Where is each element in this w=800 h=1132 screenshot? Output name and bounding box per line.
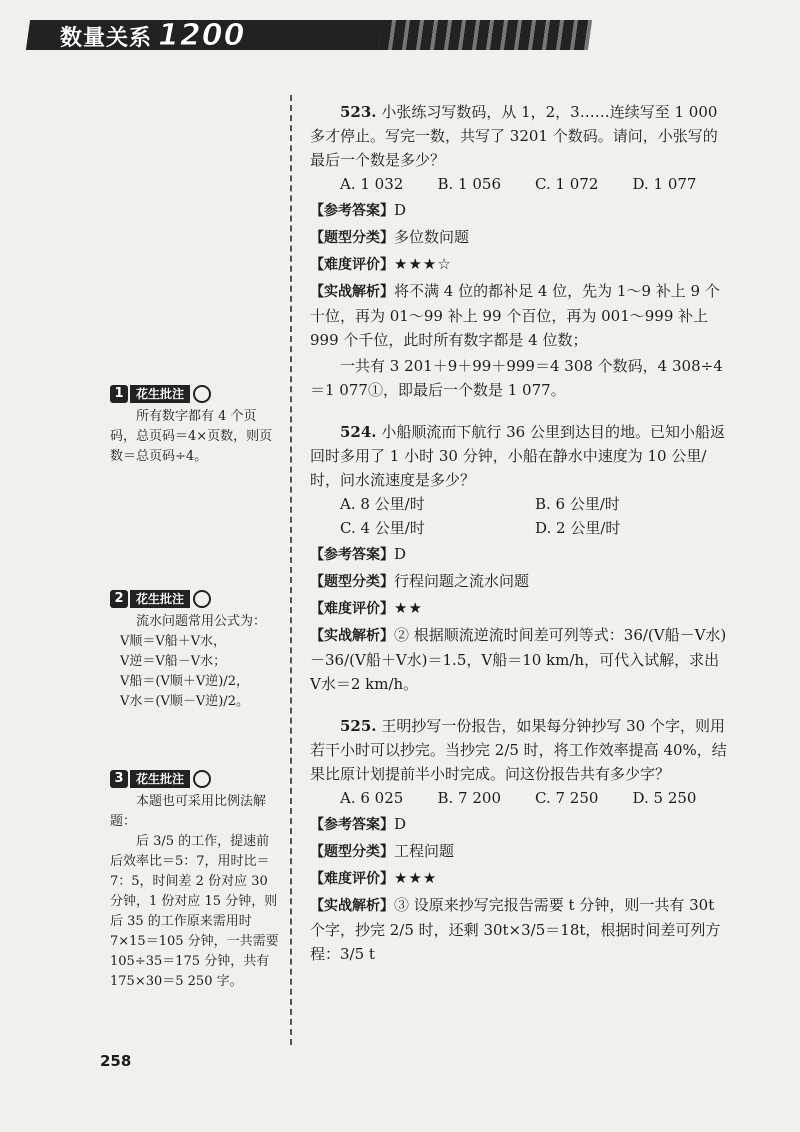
column-divider xyxy=(290,95,293,1045)
side-note-1 xyxy=(110,385,280,467)
problem-number: 525. xyxy=(340,717,377,735)
answer-row xyxy=(310,812,730,837)
formula-line: V顺＝V船＋V水， xyxy=(120,634,227,649)
note-text: 本题也可采用比例法解题： xyxy=(110,794,267,829)
analysis-text: 将不满 4 位的都补足 4 位，先为 1～9 补上 9 个十位，再为 01～99 补上 99 个百位，再为 001～999 补上 999 个千位，此时所有数字都是 4 位数； xyxy=(310,282,720,349)
analysis-row xyxy=(310,893,730,966)
formula-line: V船＝(V顺＋V逆)/2， xyxy=(120,674,249,689)
type-row xyxy=(310,569,730,594)
book-title xyxy=(60,18,246,53)
peanut-icon xyxy=(193,770,211,788)
note-header xyxy=(110,590,280,608)
peanut-icon xyxy=(193,385,211,403)
side-note-3 xyxy=(110,770,280,992)
analysis-row xyxy=(310,279,730,352)
analysis-label: 【实战解析】 xyxy=(310,284,394,300)
side-note-2 xyxy=(110,590,280,712)
type-label: 【题型分类】 xyxy=(310,844,394,860)
type-label: 【题型分类】 xyxy=(310,230,394,246)
problem-number: 524. xyxy=(340,423,377,441)
type-row xyxy=(310,225,730,250)
answer-value: D xyxy=(394,815,407,833)
analysis-label: 【实战解析】 xyxy=(310,898,394,914)
note-header xyxy=(110,385,280,403)
answer-value: D xyxy=(394,201,407,219)
note-number: 3 xyxy=(110,770,128,788)
analysis-label: 【实战解析】 xyxy=(310,628,394,644)
answer-label: 【参考答案】 xyxy=(310,203,394,219)
peanut-icon xyxy=(193,590,211,608)
difficulty-label: 【难度评价】 xyxy=(310,257,394,273)
options xyxy=(310,172,730,196)
problem-525 xyxy=(310,714,730,966)
book-title-text: 数量关系 xyxy=(60,26,153,51)
problem-question: 小张练习写数码，从 1，2，3……连续写至 1 000 多才停止。写完一数，共写了 3201 个数码。请问，小张写的最后一个数是多少？ xyxy=(310,103,718,169)
difficulty-row xyxy=(310,596,730,621)
problem-text xyxy=(310,100,730,172)
option-c: C. 1 072 xyxy=(535,175,599,193)
analysis-text: ② 根据顺流逆流时间差可列等式：36/(V船－V水)－36/(V船＋V水)＝1.5，V船＝10 km/h，可代入试解，求出 V水＝2 km/h。 xyxy=(310,626,727,693)
note-text: 所有数字都有 4 个页码，总页码＝4×页数，则页数＝总页码÷4。 xyxy=(110,409,273,464)
note-title: 花生批注 xyxy=(130,590,190,608)
answer-label: 【参考答案】 xyxy=(310,547,394,563)
option-a: A. 6 025 xyxy=(340,789,404,807)
analysis-row xyxy=(310,623,730,696)
answer-label: 【参考答案】 xyxy=(310,817,394,833)
difficulty-row xyxy=(310,866,730,891)
analysis-text: ③ 设原来抄写完报告需要 t 分钟，则一共有 30t 个字，抄完 2/5 时，还剩 30t×3/5＝18t，根据时间差可列方程：3/5 t xyxy=(310,896,721,963)
difficulty-label: 【难度评价】 xyxy=(310,871,394,887)
note-number: 1 xyxy=(110,385,128,403)
main-column xyxy=(310,100,730,976)
problem-523 xyxy=(310,100,730,402)
note-text: 后 3/5 的工作，提速前后效率比＝5：7，用时比＝7：5，时间差 2 份对应 30 分钟，1 份对应 15 分钟，则后 35 的工作原来需用时 7×15＝105 分钟，一共需要 105÷35＝175 分钟，共有 175×30＝5 250 字。 xyxy=(110,834,279,989)
option-a: A. 8 公里/时 xyxy=(340,495,425,513)
formula-line: V水＝(V顺－V逆)/2。 xyxy=(120,694,249,709)
answer-row xyxy=(310,198,730,223)
difficulty-stars: ★★★☆ xyxy=(394,255,452,273)
formula-line: V逆＝V船－V水； xyxy=(120,654,227,669)
difficulty-stars: ★★ xyxy=(394,599,423,617)
option-a: A. 1 032 xyxy=(340,175,404,193)
difficulty-stars: ★★★ xyxy=(394,869,438,887)
option-d: D. 5 250 xyxy=(632,789,697,807)
option-d: D. 2 公里/时 xyxy=(535,519,621,537)
note-number: 2 xyxy=(110,590,128,608)
type-value: 行程问题之流水问题 xyxy=(394,572,530,590)
option-c: C. 4 公里/时 xyxy=(340,519,425,537)
book-title-number: 1200 xyxy=(158,18,246,53)
problem-number: 523. xyxy=(340,103,377,121)
answer-value: D xyxy=(394,545,407,563)
problem-text xyxy=(310,420,730,492)
option-c: C. 7 250 xyxy=(535,789,599,807)
note-title: 花生批注 xyxy=(130,770,190,788)
type-value: 工程问题 xyxy=(394,842,455,860)
difficulty-label: 【难度评价】 xyxy=(310,601,394,617)
option-b: B. 6 公里/时 xyxy=(535,495,620,513)
problem-question: 王明抄写一份报告，如果每分钟抄写 30 个字，则用若干小时可以抄完。当抄完 2/5 时，将工作效率提高 40%，结果比原计划提前半小时完成。问这份报告共有多少字？ xyxy=(310,717,727,783)
note-title: 花生批注 xyxy=(130,385,190,403)
option-b: B. 7 200 xyxy=(437,789,502,807)
analysis-text: 一共有 3 201＋9＋99＋999＝4 308 个数码，4 308÷4＝1 077①，即最后一个数是 1 077。 xyxy=(310,357,723,399)
note-text: 流水问题常用公式为： xyxy=(136,614,267,629)
type-row xyxy=(310,839,730,864)
answer-row xyxy=(310,542,730,567)
option-b: B. 1 056 xyxy=(437,175,502,193)
type-value: 多位数问题 xyxy=(394,228,470,246)
header-stripe xyxy=(378,20,592,50)
option-d: D. 1 077 xyxy=(632,175,697,193)
type-label: 【题型分类】 xyxy=(310,574,394,590)
page-number: 258 xyxy=(100,1052,132,1070)
problem-524 xyxy=(310,420,730,696)
options xyxy=(310,492,730,540)
difficulty-row xyxy=(310,252,730,277)
problem-question: 小船顺流而下航行 36 公里到达目的地。已知小船返回时多用了 1 小时 30 分钟，小船在静水中速度为 10 公里/时，问水流速度是多少？ xyxy=(310,423,725,489)
note-header xyxy=(110,770,280,788)
problem-text xyxy=(310,714,730,786)
options xyxy=(310,786,730,810)
